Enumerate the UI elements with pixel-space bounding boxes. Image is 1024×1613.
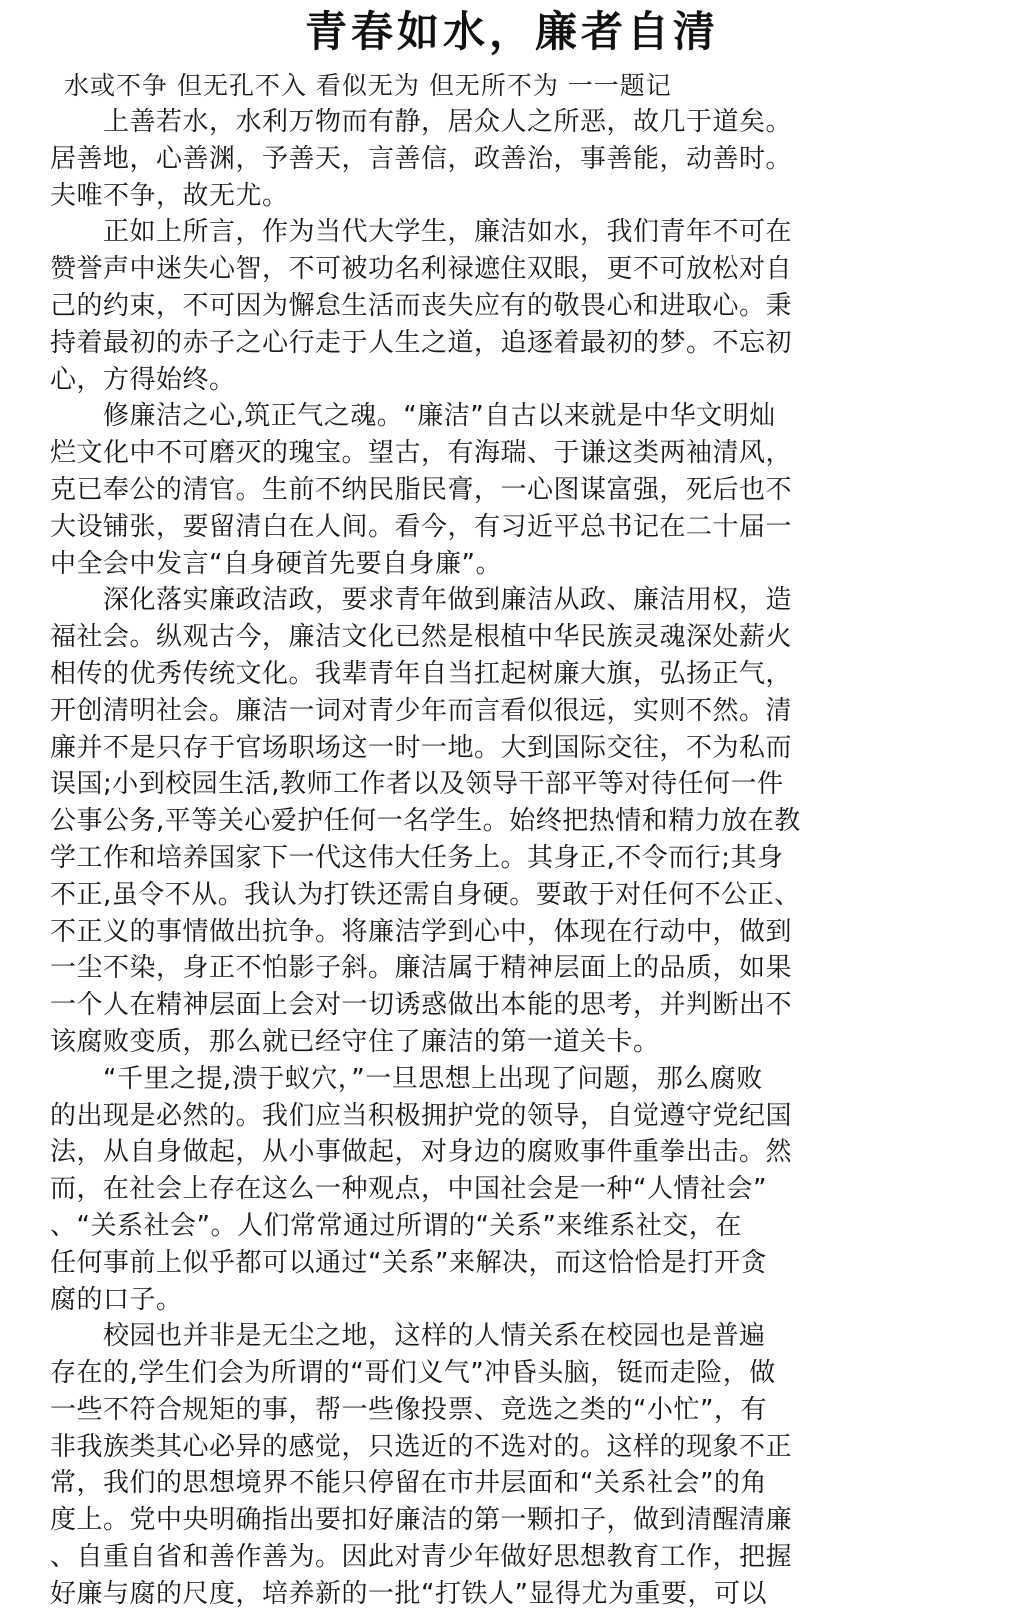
text-line: 度上。党中央明确指出要扣好廉洁的第一颗扣子，做到清醒清廉 <box>50 1505 793 1536</box>
text-line: 持着最初的赤子之心行走于人生之道，追逐着最初的梦。不忘初 <box>50 327 793 358</box>
text-line: 而，在社会上存在这么一种观点，中国社会是一种“人情社会” <box>50 1174 767 1205</box>
text-line: 非我族类其心必异的感觉，只选近的不选对的。这样的现象不正 <box>50 1431 793 1462</box>
text-line: 、“关系社会”。人们常常通过所谓的“关系”来维系社交，在 <box>50 1210 742 1241</box>
text-line: 烂文化中不可磨灭的瑰宝。望古，有海瑞、于谦这类两袖清风， <box>50 438 793 469</box>
text-line: 克已奉公的清官。生前不纳民脂民膏，一心图谋富强，死后也不 <box>50 474 793 505</box>
text-line: 修廉洁之心,筑正气之魂。“廉洁”自古以来就是中华文明灿 <box>50 401 776 432</box>
text-line: 、自重自省和善作善为。因此对青少年做好思想教育工作，把握 <box>50 1542 793 1573</box>
text-line: 不正,虽令不从。我认为打铁还需自身硬。要敢于对任何不公正、 <box>50 879 801 910</box>
text-line: 正如上所言，作为当代大学生，廉洁如水，我们青年不可在 <box>50 217 793 248</box>
text-line: 存在的,学生们会为所谓的“哥们义气”冲昏头脑，铤而走险，做 <box>50 1358 776 1389</box>
text-line: 廉并不是只存于官场职场这一时一地。大到国际交往，不为私而 <box>50 732 793 763</box>
text-line: 常，我们的思想境界不能只停留在市井层面和“关系社会”的角 <box>50 1468 767 1499</box>
text-line: 大设铺张，要留清白在人间。看今，有习近平总书记在二十届一 <box>50 511 793 542</box>
text-line: 上善若水，水利万物而有静，居众人之所恶，故几于道矣。 <box>50 107 793 137</box>
text-line: 该腐败变质，那么就已经守住了廉洁的第一道关卡。 <box>50 1026 660 1057</box>
text-line: 的出现是必然的。我们应当积极拥护党的领导，自觉遵守党纪国 <box>50 1100 793 1131</box>
essay-body <box>50 104 984 1613</box>
text-line: 校园也并非是无尘之地，这样的人情关系在校园也是普遍 <box>50 1321 766 1352</box>
text-line: 一些不符合规矩的事，帮一些像投票、竞选之类的“小忙”，有 <box>50 1394 767 1425</box>
text-line: “千里之提,溃于蚁穴，”一旦思想上出现了问题，那么腐败 <box>50 1063 763 1094</box>
text-line: 腐的口子。 <box>50 1284 183 1315</box>
epigraph: 水或不争 但无孔不入 看似无为 但无所不为 一一题记 <box>64 71 672 100</box>
text-line: 一个人在精神层面上会对一切诱惑做出本能的思考，并判断出不 <box>50 990 793 1021</box>
text-line: 开创清明社会。廉洁一词对青少年而言看似很远，实则不然。清 <box>50 695 793 726</box>
text-line: 法，从自身做起，从小事做起，对身边的腐败事件重拳出击。然 <box>50 1137 793 1168</box>
text-line: 居善地，心善渊，予善天，言善信，政善治，事善能，动善时。 <box>50 143 793 174</box>
text-line: 学工作和培养国家下一代这伟大任务上。其身正,不令而行;其身 <box>50 842 784 873</box>
text-line: 心，方得始终。 <box>50 364 236 395</box>
text-line: 中全会中发言“自身硬首先要自身廉”。 <box>50 548 502 579</box>
text-line: 不正义的事情做出抗争。将廉洁学到心中，体现在行动中，做到 <box>50 916 793 947</box>
document-title: 青春如水，廉者自清 <box>304 7 719 56</box>
text-line: 深化落实廉政洁政，要求青年做到廉洁从政、廉洁用权，造 <box>50 585 793 616</box>
text-line: 福社会。纵观古今，廉洁文化已然是根植中华民族灵魂深处薪火 <box>50 622 793 653</box>
text-line: 夫唯不争，故无尤。 <box>50 180 289 211</box>
text-line: 相传的优秀传统文化。我辈青年自当扛起树廉大旗，弘扬正气， <box>50 658 793 689</box>
text-line: 一尘不染，身正不怕影子斜。廉洁属于精神层面上的品质，如果 <box>50 953 793 984</box>
text-line: 误国;小到校园生活,教师工作者以及领导干部平等对待任何一件 <box>50 769 784 800</box>
text-line: 好廉与腐的尺度，培养新的一批“打铁人”显得尤为重要，可以 <box>50 1578 767 1609</box>
text-line: 己的约束，不可因为懈怠生活而丧失应有的敬畏心和进取心。秉 <box>50 290 793 321</box>
text-line: 公事公务,平等关心爱护任何一名学生。始终把热情和精力放在教 <box>50 806 801 837</box>
text-line: 赞誉声中迷失心智，不可被功名利禄遮住双眼，更不可放松对自 <box>50 254 793 285</box>
text-line: 任何事前上似乎都可以通过“关系”来解决，而这恰恰是打开贪 <box>50 1247 767 1278</box>
